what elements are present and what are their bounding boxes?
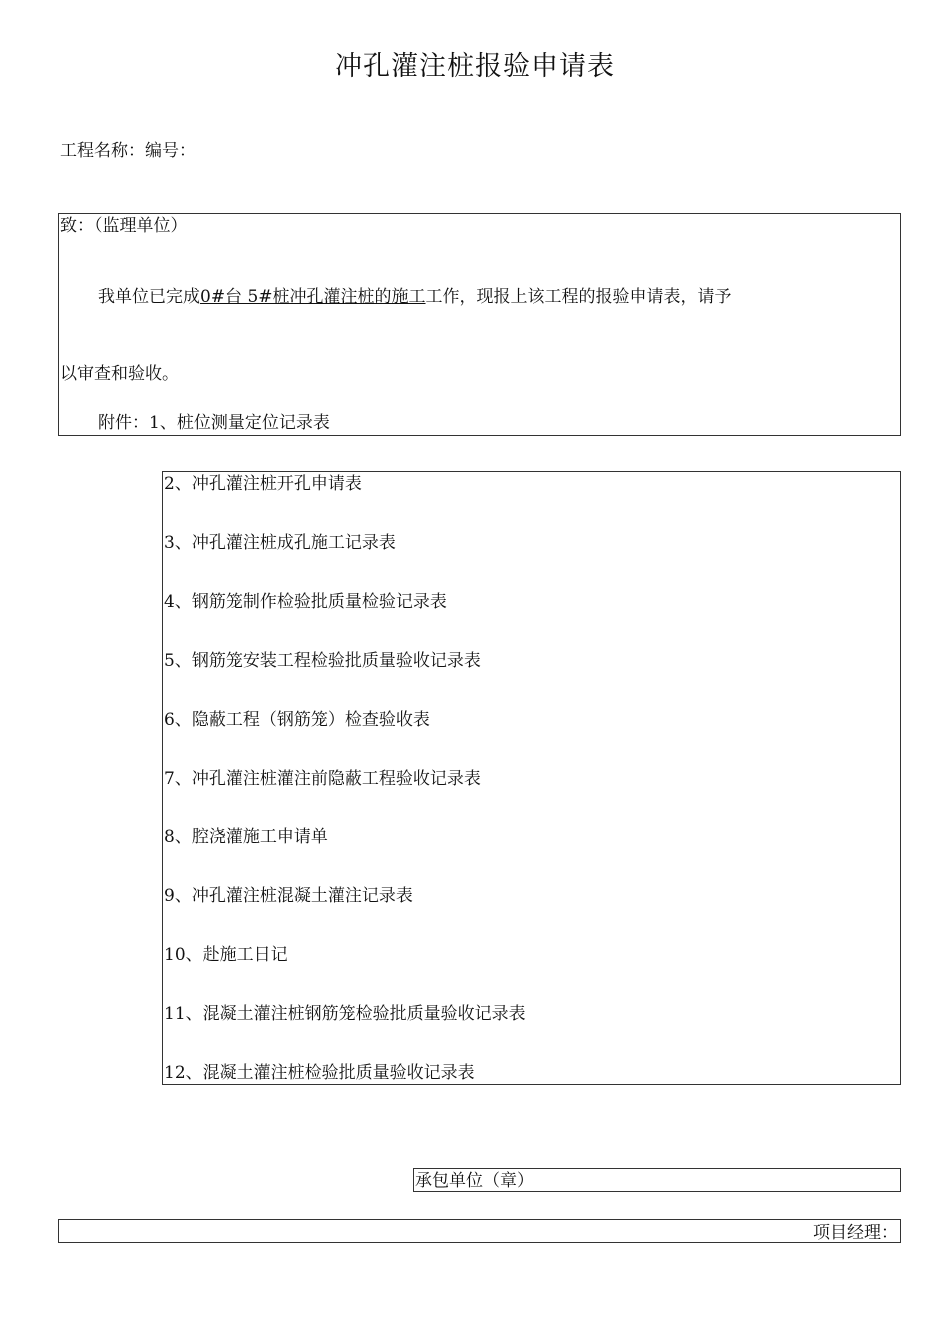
body-prefix: 我单位已完成 bbox=[98, 287, 200, 307]
request-body-line bbox=[98, 286, 732, 308]
attachment-item: 9、冲孔灌注桩混凝土灌注记录表 bbox=[164, 886, 413, 906]
attachment-item: 6、隐蔽工程（钢筋笼）检查验收表 bbox=[164, 710, 430, 730]
body-suffix: 工作，现报上该工程的报验申请表，请予 bbox=[425, 287, 732, 307]
attachment-item: 8、腔浇灌施工申请单 bbox=[164, 827, 328, 847]
attachment-item: 5、钢筋笼安装工程检验批质量验收记录表 bbox=[164, 651, 481, 671]
request-box bbox=[58, 213, 901, 436]
contractor-label: 承包单位（章） bbox=[415, 1171, 534, 1191]
attachment-item: 4、钢筋笼制作检验批质量检验记录表 bbox=[164, 592, 447, 612]
project-manager-label: 项目经理： bbox=[813, 1223, 898, 1243]
manager-box bbox=[58, 1219, 901, 1243]
page-title: 冲孔灌注桩报验申请表 bbox=[335, 51, 615, 82]
attachment-item: 7、冲孔灌注桩灌注前隐蔽工程验收记录表 bbox=[164, 769, 481, 789]
completed-work: 0#台 5#桩冲孔灌注桩的施工 bbox=[200, 287, 426, 307]
attachment-item: 2、冲孔灌注桩开孔申请表 bbox=[164, 474, 362, 494]
attachment-item: 10、赴施工日记 bbox=[164, 945, 288, 965]
recipient-line: 致：（监理单位） bbox=[60, 216, 188, 236]
request-body-continuation: 以审查和验收。 bbox=[60, 364, 179, 384]
attachment-item: 12、混凝土灌注桩检验批质量验收记录表 bbox=[164, 1063, 475, 1083]
project-name-and-number: 工程名称：编号： bbox=[60, 141, 196, 161]
attachment-item: 3、冲孔灌注桩成孔施工记录表 bbox=[164, 533, 396, 553]
attachment-item: 11、混凝土灌注桩钢筋笼检验批质量验收记录表 bbox=[164, 1004, 526, 1024]
attachment-first: 附件：1、桩位测量定位记录表 bbox=[98, 413, 330, 433]
